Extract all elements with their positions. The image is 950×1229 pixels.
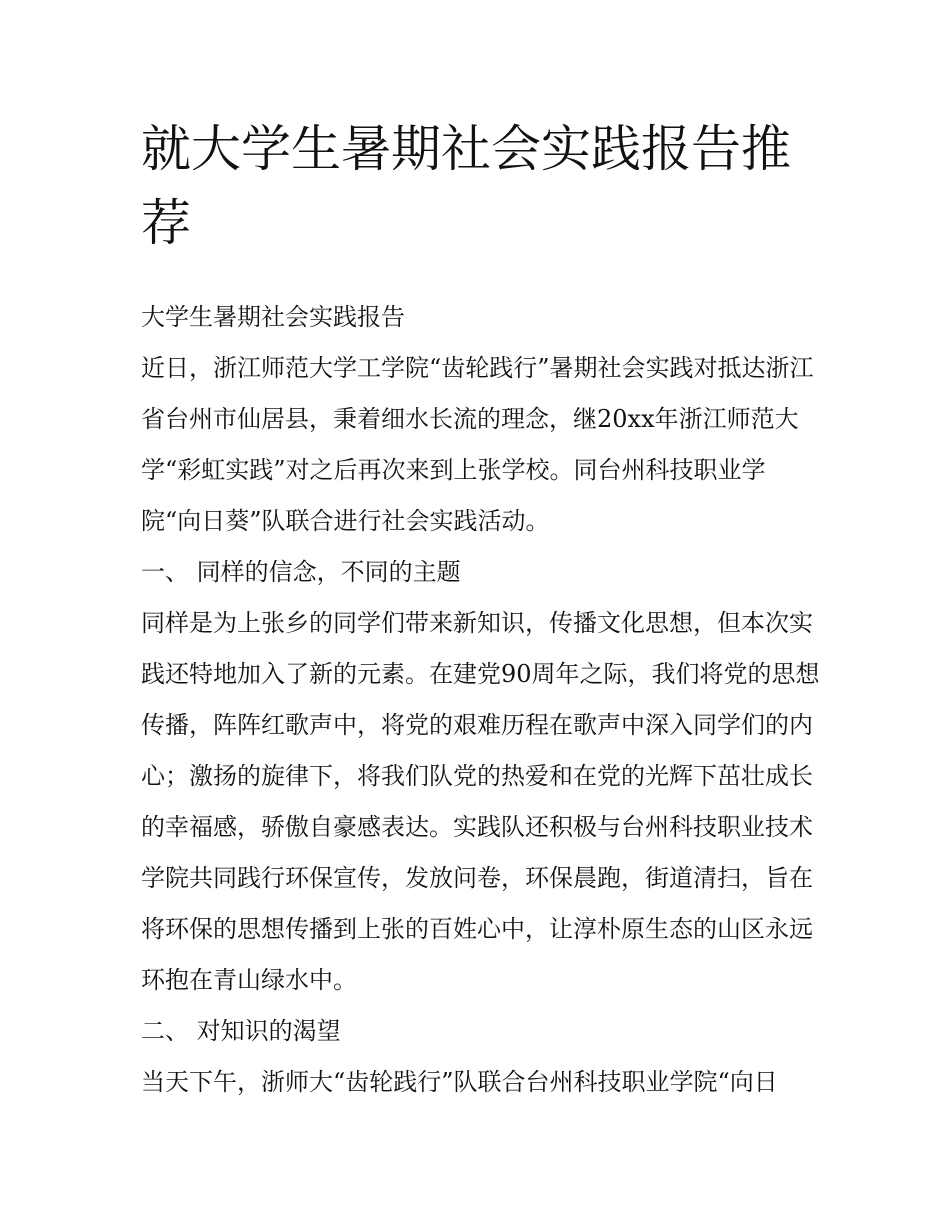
section-heading-2: 二、 对知识的渴望 [141,1017,341,1045]
document-content [141,112,821,1108]
paragraph-section-1: 同样是为上张乡的同学们带来新知识，传播文化思想，但本次实践还特地加入了新的元素。在建党90周年之际，我们将党的思想传播，阵阵红歌声中，将党的艰难历程在歌声中深入同学们的内心；激扬的旋律下，将我们队党的热爱和在党的光辉下茁壮成长的幸福感，骄傲自豪感表达。实践队还积极与台州科技职业技术学院共同践行环保宣传，发放问卷，环保晨跑，街道清扫，旨在将环保的思想传播到上张的百姓心中，让淳朴原生态的山区永远环抱在青山绿水中。 [141,609,820,994]
document-subtitle: 大学生暑期社会实践报告 [141,303,405,331]
paragraph-section-2: 当天下午，浙师大“齿轮践行”队联合台州科技职业学院“向日 [141,1068,778,1096]
document-title: 就大学生暑期社会实践报告推荐 [141,120,791,252]
section-heading-1: 一、 同样的信念，不同的主题 [141,558,461,586]
paragraph-intro: 近日，浙江师范大学工学院“齿轮践行”暑期社会实践对抵达浙江省台州市仙居县，秉着细水长流的理念，继20xx年浙江师范大学“彩虹实践”对之后再次来到上张学校。同台州科技职业学院“向日葵”队联合进行社会实践活动。 [141,354,814,535]
